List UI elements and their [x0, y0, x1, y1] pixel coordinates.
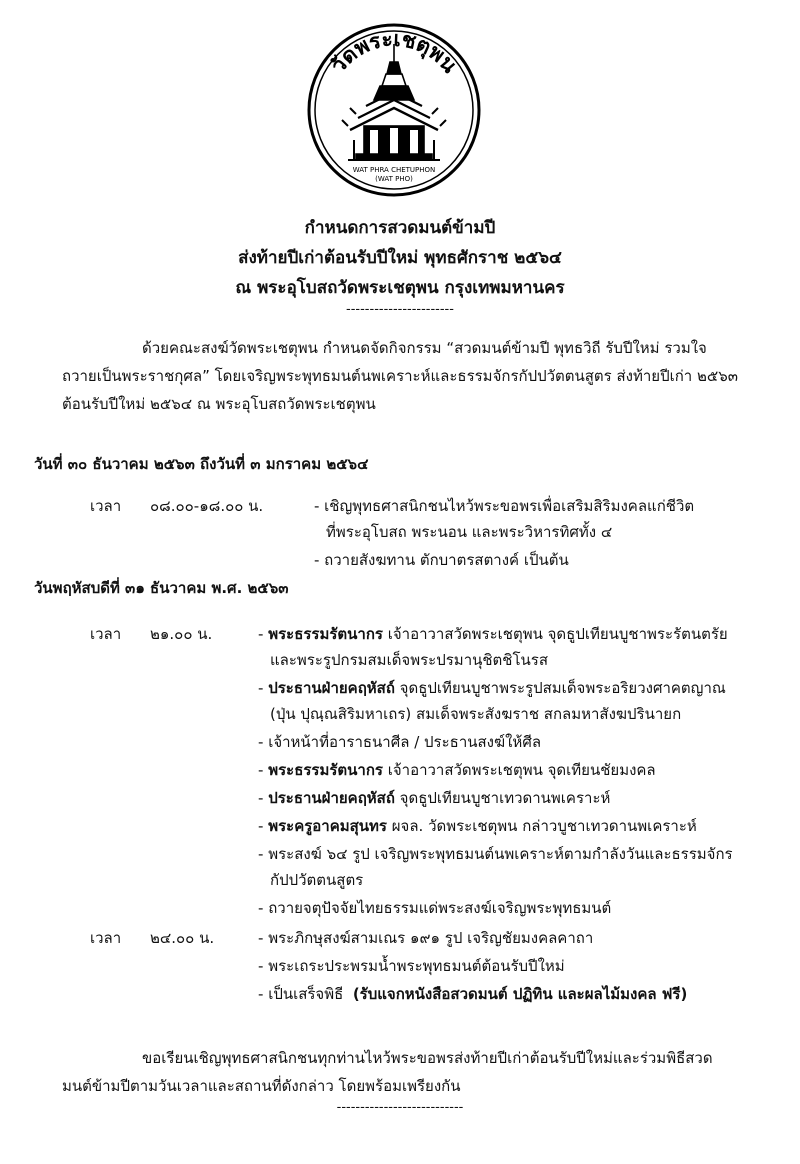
- person-name: พระครูอาคมสุนทร: [268, 817, 387, 835]
- wat-pho-logo: [306, 22, 482, 198]
- schedule-item: - เป็นเสร็จพิธี (รับแจกหนังสือสวดมนต์ ปฏิทิน และผลไม้มงคล ฟรี): [258, 985, 688, 1003]
- item-text: พระเถระประพรมน้ำพระพุทธมนต์ต้อนรับปีใหม่: [268, 957, 565, 975]
- item-text: พระภิกษุสงฆ์สามเณร ๑๙๑ รูป เจริญชัยมงคลคาถา: [268, 929, 594, 947]
- closing-line: มนต์ข้ามปีตามวันเวลาและสถานที่ดังกล่าว โดยพร้อมเพรียงกัน: [62, 1077, 461, 1095]
- item-text: ผจล. วัดพระเชตุพน กล่าวบูชาเทวดานพเคราะห์: [387, 817, 697, 835]
- section2-heading: วันพฤหัสบดีที่ ๓๑ ธันวาคม พ.ศ. ๒๕๖๓: [34, 579, 289, 597]
- item-text: จุดธูปเทียนบูชาพระรูปสมเด็จพระอริยวงศาคตญาณ: [394, 679, 726, 697]
- document-title: กำหนดการสวดมนต์ข้ามปี: [304, 218, 496, 238]
- schedule-item: - ถวายจตุปัจจัยไทยธรรมแด่พระสงฆ์เจริญพระพุทธมนต์: [258, 899, 612, 917]
- item-text: จุดธูปเทียนบูชาเทวดานพเคราะห์: [394, 789, 611, 807]
- time-label: เวลา: [90, 497, 122, 515]
- person-name: ประธานฝ่ายคฤหัสถ์: [268, 789, 395, 807]
- free-gifts-note: (รับแจกหนังสือสวดมนต์ ปฏิทิน และผลไม้มงคล ฟรี): [352, 985, 688, 1003]
- schedule-item: - พระเถระประพรมน้ำพระพุทธมนต์ต้อนรับปีใหม่: [258, 957, 565, 975]
- schedule-item-continued: ที่พระอุโบสถ พระนอน และพระวิหารทิศทั้ง ๔: [326, 523, 613, 541]
- item-text: เจ้าอาวาสวัดพระเชตุพน จุดธูปเทียนบูชาพระรัตนตรัย: [382, 625, 728, 643]
- time-value: ๒๑.๐๐ น.: [150, 625, 213, 643]
- schedule-item: - เชิญพุทธศาสนิกชนไหว้พระขอพรเพื่อเสริมสิริมงคลแก่ชีวิต: [314, 497, 695, 515]
- header-divider: -----------------------: [346, 302, 454, 317]
- item-text: ถวายจตุปัจจัยไทยธรรมแด่พระสงฆ์เจริญพระพุทธมนต์: [268, 899, 612, 917]
- person-name: พระธรรมรัตนากร: [268, 761, 383, 779]
- schedule-item-continued: และพระรูปกรมสมเด็จพระปรมานุชิตชิโนรส: [270, 651, 548, 669]
- time-value: ๒๔.๐๐ น.: [150, 929, 215, 947]
- logo-bottom-line2: (WAT PHO): [375, 175, 413, 183]
- item-text: เจ้าหน้าที่อาราธนาศีล / ประธานสงฆ์ให้ศีล: [268, 733, 542, 751]
- person-name: ประธานฝ่ายคฤหัสถ์: [268, 679, 395, 697]
- schedule-item-continued: กัปปวัตตนสูตร: [270, 871, 364, 889]
- intro-line: ด้วยคณะสงฆ์วัดพระเชตุพน กำหนดจัดกิจกรรม “สวดมนต์ข้ามปี พุทธวิถี รับปีใหม่ รวมใจ: [142, 339, 707, 357]
- schedule-item: - ประธานฝ่ายคฤหัสถ์ จุดธูปเทียนบูชาเทวดานพเคราะห์: [258, 789, 611, 807]
- footer-divider: ---------------------------: [336, 1100, 464, 1115]
- person-name: พระธรรมรัตนากร: [268, 625, 383, 643]
- schedule-item-continued: (ปุ่น ปุณฺณสิริมหาเถร) สมเด็จพระสังฆราช สกลมหาสังฆปรินายก: [270, 705, 682, 723]
- intro-paragraph: [62, 334, 750, 418]
- closing-paragraph: [62, 1044, 750, 1100]
- schedule-item: - พระสงฆ์ ๖๔ รูป เจริญพระพุทธมนต์นพเคราะห์ตามกำลังวันและธรรมจักร: [258, 845, 733, 863]
- logo-top-text: วัดพระเชตุพน: [325, 26, 462, 78]
- schedule-item: - พระธรรมรัตนากร เจ้าอาวาสวัดพระเชตุพน จุดเทียนชัยมงคล: [258, 761, 656, 779]
- document-subtitle: ส่งท้ายปีเก่าต้อนรับปีใหม่ พุทธศักราช ๒๕๖๔: [238, 248, 562, 268]
- schedule-item: - พระภิกษุสงฆ์สามเณร ๑๙๑ รูป เจริญชัยมงคลคาถา: [258, 929, 594, 947]
- time-label: เวลา: [90, 929, 122, 947]
- time-value: ๐๘.๐๐-๑๘.๐๐ น.: [150, 497, 264, 515]
- schedule-item: - พระธรรมรัตนากร เจ้าอาวาสวัดพระเชตุพน จุดธูปเทียนบูชาพระรัตนตรัย: [258, 625, 728, 643]
- section1-heading: วันที่ ๓๐ ธันวาคม ๒๕๖๓ ถึงวันที่ ๓ มกราคม ๒๕๖๔: [34, 455, 369, 473]
- intro-line: ถวายเป็นพระราชกุศล” โดยเจริญพระพุทธมนต์นพเคราะห์และธรรมจักรกัปปวัตตนสูตร ส่งท้ายปีเก่า ๒๕๖๓: [62, 367, 739, 385]
- schedule-item: - พระครูอาคมสุนทร ผจล. วัดพระเชตุพน กล่าวบูชาเทวดานพเคราะห์: [258, 817, 697, 835]
- item-text: เป็นเสร็จพิธี: [268, 985, 344, 1003]
- item-text: พระสงฆ์ ๖๔ รูป เจริญพระพุทธมนต์นพเคราะห์ตามกำลังวันและธรรมจักร: [268, 845, 733, 863]
- intro-line: ต้อนรับปีใหม่ ๒๕๖๔ ณ พระอุโบสถวัดพระเชตุพน: [62, 395, 376, 413]
- temple-seal-icon: [306, 22, 482, 198]
- time-label: เวลา: [90, 625, 122, 643]
- schedule-item: - ถวายสังฆทาน ตักบาตรสตางค์ เป็นต้น: [314, 551, 569, 569]
- item-text: เจ้าอาวาสวัดพระเชตุพน จุดเทียนชัยมงคล: [382, 761, 656, 779]
- document-location: ณ พระอุโบสถวัดพระเชตุพน กรุงเทพมหานคร: [235, 278, 565, 298]
- closing-line: ขอเรียนเชิญพุทธศาสนิกชนทุกท่านไหว้พระขอพรส่งท้ายปีเก่าต้อนรับปีใหม่และร่วมพิธีสวด: [142, 1049, 713, 1067]
- schedule-item: - ประธานฝ่ายคฤหัสถ์ จุดธูปเทียนบูชาพระรูปสมเด็จพระอริยวงศาคตญาณ: [258, 679, 726, 697]
- logo-bottom-line1: WAT PHRA CHETUPHON: [352, 166, 436, 174]
- schedule-item: - เจ้าหน้าที่อาราธนาศีล / ประธานสงฆ์ให้ศีล: [258, 733, 542, 751]
